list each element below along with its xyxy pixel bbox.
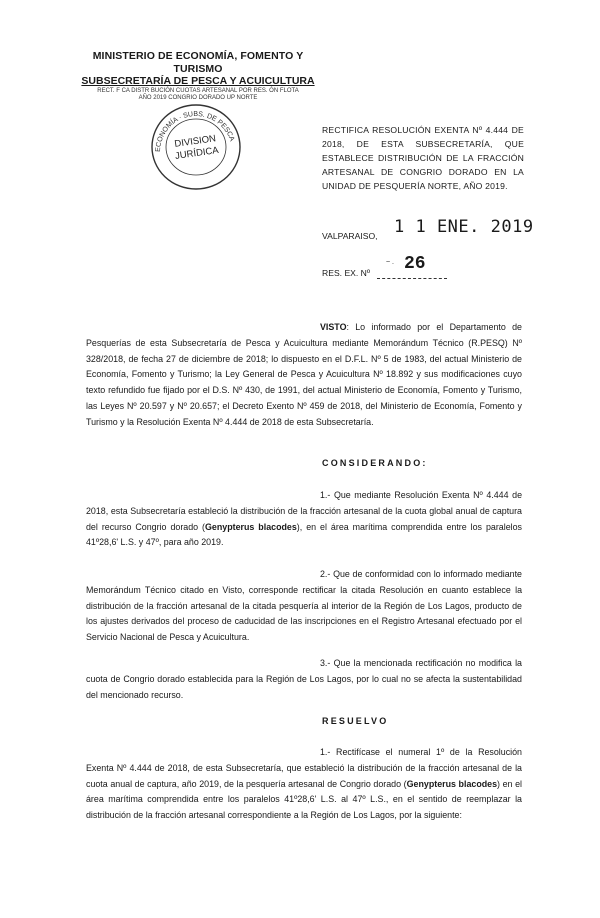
considerando-1-text-a: 1.- Que mediante Resolución Exenta Nº 4.444 de 2018, esta Subsecretaría estableció la distribución de la fracción artesanal de la cuota global anual de captura del recurso Congrio dorado ( xyxy=(86,490,522,532)
species-name-2: Genypterus blacodes xyxy=(406,778,498,789)
resuelvo-1-text-a: 1.- Rectifícase el numeral 1º de la Resolución Exenta Nº 4.444 de 2018, de esta Subsecretaría, que estableció la distribución de la fracción artesanal de la cuota anual de captura, año 2019, de la pesquería artesanal de Congrio dorado ( xyxy=(86,747,522,789)
resuelvo-1-text-c: ) en el área marítima comprendida entre los paralelos 41º28,6' L.S. al 47º L.S., en el sentido de reemplazar la distribución de la fracción artesanal correspondiente a la Región de Los Lagos, por la siguiente: xyxy=(86,778,522,821)
considerando-1-text-c: ), en el área marítima comprendida entre los paralelos 41º28,6' L.S. y 47º, para año 2019. xyxy=(86,521,522,548)
division-juridica-seal xyxy=(148,100,244,194)
considerando-heading: CONSIDERANDO: xyxy=(322,458,428,468)
letterhead xyxy=(78,50,318,102)
resolution-number: 26 xyxy=(404,254,426,274)
considerando-3: 3.- Que la mencionada rectificación no modifica la cuota de Congrio dorado establecida para la Región de Los Lagos, por lo cual no se afecta la sustentabilidad del mencionado recurso. xyxy=(86,658,522,700)
seal-center-line2: JURÍDICA xyxy=(174,144,220,162)
resolution-label: RES. EX. Nº xyxy=(322,268,371,278)
place-label: VALPARAISO, xyxy=(322,231,378,241)
resuelvo-1 xyxy=(86,745,522,824)
reference-code-line2: AÑO 2019 CONGRIO DORADO UP NORTE xyxy=(138,94,258,101)
subsecretaria-name: SUBSECRETARÍA DE PESCA Y ACUICULTURA xyxy=(81,75,315,88)
considerando-1 xyxy=(86,488,522,551)
visto-paragraph xyxy=(86,320,522,431)
resolution-number-line xyxy=(377,278,447,279)
visto-label: VISTO xyxy=(320,322,347,332)
resolution-reference: RECTIFICA RESOLUCIÓN EXENTA Nº 4.444 DE 2018, DE ESTA SUBSECRETARÍA, QUE ESTABLECE DISTRIBUCIÓN DE LA FRACCIÓN ARTESANAL DE CONGRIO DORADO EN LA UNIDAD DE PESQUERÍA NORTE, AÑO 2019. xyxy=(322,125,524,191)
seal-center-line1: DIVISION xyxy=(173,133,217,150)
considerando-2: 2.- Que de conformidad con lo informado mediante Memorándum Técnico citado en Visto, corresponde rectificar la citada Resolución en cuanto establece la distribución de la fracción artesanal de la citada pesquería al interior de la Región de Los Lagos, producto de los ajustes derivados del proceso de caducidad de las inscripciones en el Registro Artesanal efectuado por el Servicio Nacional de Pesca y Acuicultura. xyxy=(86,569,522,643)
ministry-name: MINISTERIO DE ECONOMÍA, FOMENTO Y TURISMO xyxy=(92,50,304,75)
seal-ring-text: ECONOMÍA · SUBS. DE PESCA xyxy=(154,110,236,153)
decorative-mark: ~ . xyxy=(386,259,394,266)
resuelvo-heading: RESUELVO xyxy=(322,716,389,726)
date-stamp: 1 1 ENE. 2019 xyxy=(394,217,534,237)
species-name: Genypterus blacodes xyxy=(205,521,297,532)
visto-text: : Lo informado por el Departamento de Pesquerías de esta Subsecretaría de Pesca y Acuicultura mediante Memorándum Técnico (R.PESQ) Nº 328/2018, de fecha 27 de diciembre de 2018; lo dispuesto en el D.F.L. Nº 5 de 1983, del actual Ministerio de Economía, Fomento y Turismo; la Ley General de Pesca y Acuicultura Nº 18.892 y sus modificaciones cuyo texto refundido fue fijado por el D.S. Nº 430, de 1991, del actual Ministerio de Economía, Fomento y Turismo, las Leyes Nº 20.597 y Nº 20.657; el Decreto Exento Nº 459 de 2018, del Ministerio de Economía, Fomento y Turismo y la Resolución Exenta Nº 4.444 de 2018 de esta Subsecretaría. xyxy=(86,322,522,427)
reference-code-line1: RECT. F CA DISTR BUCIÓN CUOTAS ARTESANAL POR RES. ÓN FLOTA xyxy=(97,87,299,94)
